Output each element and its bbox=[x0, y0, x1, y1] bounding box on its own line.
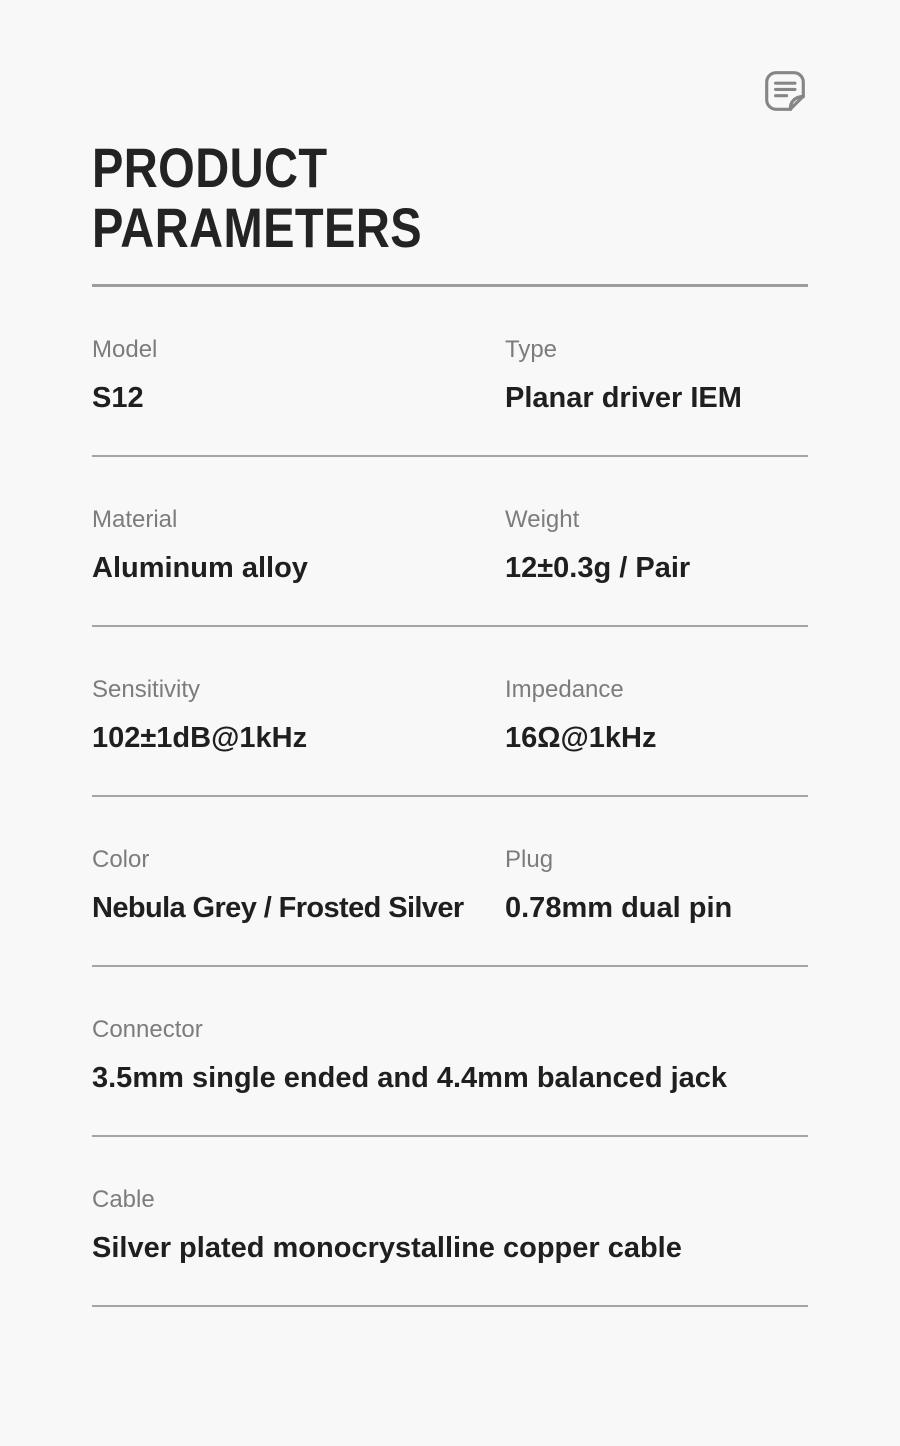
spec-label: Plug bbox=[505, 846, 554, 873]
spec-row-cable bbox=[92, 1137, 808, 1307]
spec-label: Impedance bbox=[505, 676, 624, 703]
spec-label: Model bbox=[92, 336, 158, 363]
spec-table bbox=[92, 287, 808, 1307]
spec-label: Weight bbox=[505, 506, 580, 533]
spec-cell-type bbox=[505, 335, 808, 417]
spec-row-material-weight bbox=[92, 457, 808, 627]
spec-value: 12±0.3g / Pair bbox=[505, 552, 691, 584]
spec-value: 16Ω@1kHz bbox=[505, 722, 657, 754]
spec-value: Planar driver IEM bbox=[505, 382, 742, 414]
page-title-line2: PARAMETERS bbox=[92, 196, 423, 259]
page-title-line1: PRODUCT bbox=[92, 136, 328, 199]
spec-value: 0.78mm dual pin bbox=[505, 892, 733, 924]
memo-icon bbox=[762, 68, 808, 114]
page-title bbox=[92, 138, 693, 258]
spec-label: Sensitivity bbox=[92, 676, 201, 703]
spec-cell-sensitivity bbox=[92, 675, 505, 757]
spec-value: 102±1dB@1kHz bbox=[92, 722, 308, 754]
spec-cell-impedance bbox=[505, 675, 808, 757]
spec-cell-color bbox=[92, 845, 505, 927]
spec-cell-model bbox=[92, 335, 505, 417]
spec-cell-cable bbox=[92, 1185, 808, 1267]
spec-row-model-type bbox=[92, 287, 808, 457]
spec-value: 3.5mm single ended and 4.4mm balanced jack bbox=[92, 1062, 728, 1094]
spec-label: Color bbox=[92, 846, 150, 873]
spec-row-color-plug bbox=[92, 797, 808, 967]
spec-value: Nebula Grey / Frosted Silver bbox=[92, 892, 464, 924]
spec-value: Aluminum alloy bbox=[92, 552, 308, 584]
spec-cell-material bbox=[92, 505, 505, 587]
spec-label: Connector bbox=[92, 1016, 203, 1043]
spec-label: Type bbox=[505, 336, 558, 363]
spec-cell-connector bbox=[92, 1015, 808, 1097]
spec-value: Silver plated monocrystalline copper cable bbox=[92, 1232, 682, 1264]
spec-row-sensitivity-impedance bbox=[92, 627, 808, 797]
spec-label: Material bbox=[92, 506, 178, 533]
spec-cell-plug bbox=[505, 845, 808, 927]
spec-row-connector bbox=[92, 967, 808, 1137]
spec-value: S12 bbox=[92, 382, 144, 414]
spec-cell-weight bbox=[505, 505, 808, 587]
page-header bbox=[92, 0, 808, 258]
content-column bbox=[92, 0, 808, 1307]
spec-label: Cable bbox=[92, 1186, 155, 1213]
